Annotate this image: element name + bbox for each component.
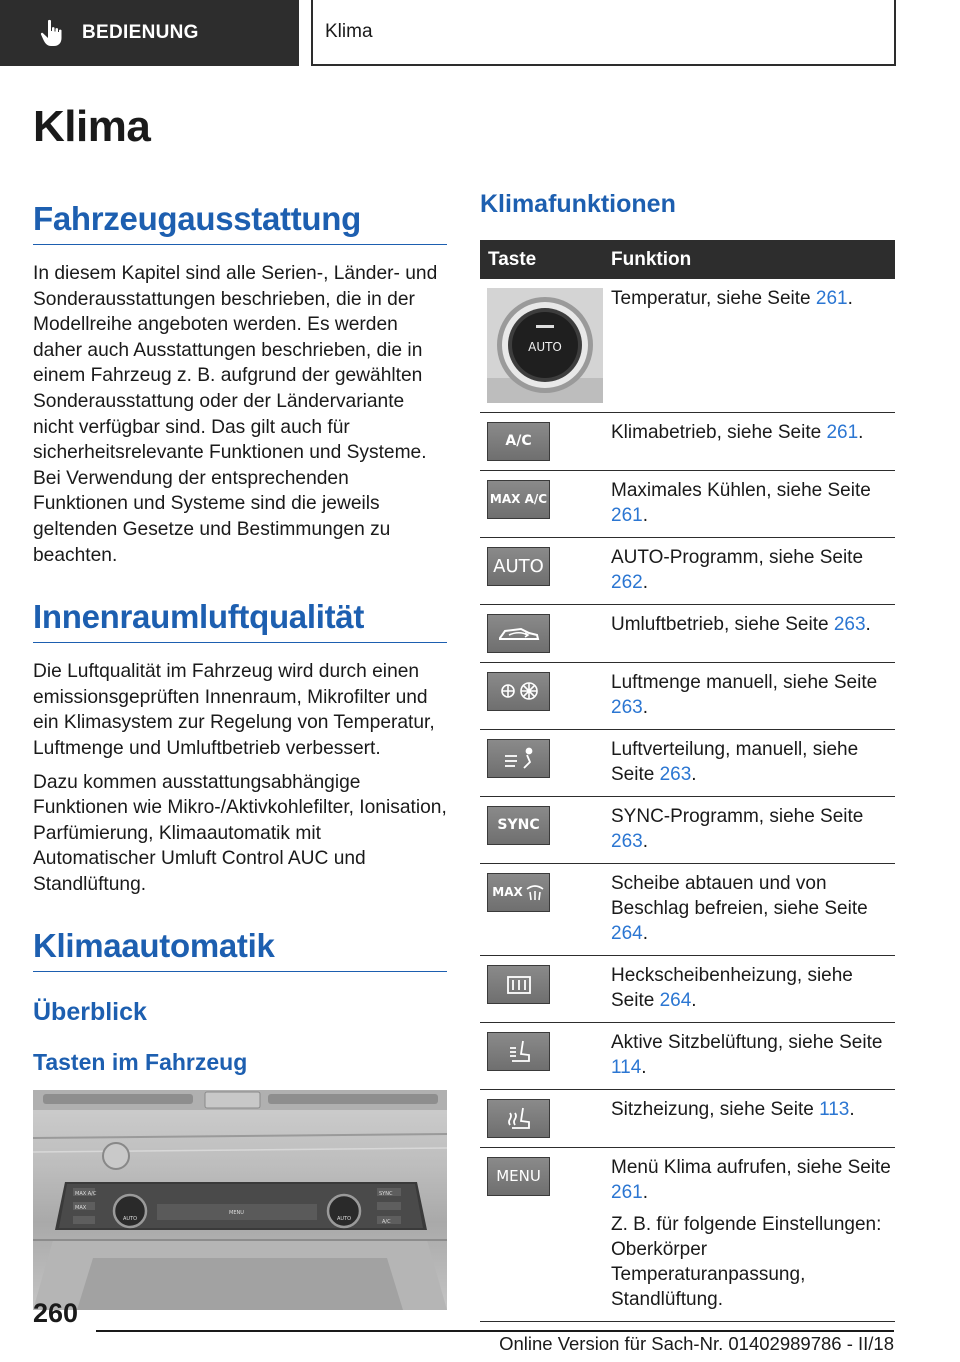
page-link[interactable]: 263 [659, 764, 692, 785]
function-text: Umluftbetrieb, siehe Seite 263. [608, 605, 895, 663]
seat-ventilation-key-icon [487, 1032, 550, 1071]
footer-online-version: Online Version für Sach-Nr. 01402989786 - II/18 [499, 1333, 894, 1354]
function-text: Aktive Sitzbelüftung, siehe Seite 114. [608, 1023, 895, 1090]
panel-label-auto-left: AUTO [123, 1216, 138, 1223]
paragraph-fahrzeugausstattung: In diesem Kapitel sind alle Serien-, Länder- und Sonderausstattungen beschrieben, die in der Modellreihe angeboten werden. Es werden daher auch Ausstattungen beschrieben, die in einem Fahrzeug z. B. aufgrund der gewählten Sonderausstattung oder der Ländervariante nicht verfügbar sind. Das gilt auch für sicherheitsrelevante Funktionen und Systeme. Bei Verwendung der entsprechenden Funktionen und Systeme sind die jeweils geltenden Gesetze und Bestimmungen zu beachten. [33, 263, 438, 566]
table-row [480, 797, 895, 864]
heading-fahrzeugausstattung: Fahrzeugausstattung [33, 200, 447, 245]
knob-label: AUTO [528, 340, 562, 354]
sync-key-icon: SYNC [487, 806, 550, 845]
page-link[interactable]: 261 [611, 1182, 643, 1203]
function-text: Scheibe abtauen und von Beschlag befreien, siehe Seite 264. [608, 864, 895, 956]
table-row [480, 471, 895, 538]
page-title: Klima [33, 102, 151, 151]
page-link[interactable]: 262 [611, 572, 643, 593]
chapter-box [311, 0, 896, 66]
menu-key-icon: MENU [487, 1157, 550, 1196]
right-column [480, 190, 895, 1322]
footer-divider [96, 1330, 894, 1332]
heading-tasten-im-fahrzeug: Tasten im Fahrzeug [33, 1049, 248, 1076]
table-row [480, 663, 895, 730]
panel-label-sync: SYNC [379, 1191, 393, 1198]
panel-label-auto-right: AUTO [337, 1216, 352, 1223]
climate-panel-photo [33, 1090, 447, 1310]
fan-speed-key-icon [487, 672, 550, 711]
function-text: Temperatur, siehe Seite 261. [608, 279, 895, 413]
left-column [33, 96, 447, 1310]
table-row [480, 279, 895, 413]
function-extra-text: Z. B. für folgende Einstellungen: Oberkörper Temperaturanpassung, Standlüftung. [611, 1214, 882, 1310]
table-row [480, 1023, 895, 1090]
table-row [480, 864, 895, 956]
column-header-taste: Taste [480, 240, 608, 279]
panel-label-menu: MENU [229, 1210, 244, 1217]
page-link[interactable]: 261 [815, 288, 848, 309]
table-row [480, 730, 895, 797]
section-label: BEDIENUNG [82, 22, 199, 43]
function-text: Luftmenge manuell, siehe Seite 263. [608, 663, 895, 730]
column-header-funktion: Funktion [608, 240, 895, 279]
ac-key-icon: A/C [487, 422, 550, 461]
function-text: Sitzheizung, siehe Seite 113. [608, 1090, 895, 1148]
function-text: Klimabetrieb, siehe Seite 261. [608, 413, 895, 471]
function-text: Heckscheibenheizung, siehe Seite 264. [608, 956, 895, 1023]
table-row [480, 1090, 895, 1148]
climate-panel-illustration [33, 1090, 447, 1310]
page-link[interactable]: 113 [819, 1099, 850, 1120]
function-text: AUTO-Programm, siehe Seite 262. [608, 538, 895, 605]
heading-ueberblick: Überblick [33, 998, 147, 1027]
seat-heating-key-icon [487, 1099, 550, 1138]
climate-functions-table [480, 240, 895, 1322]
page-link[interactable]: 261 [611, 505, 643, 526]
table-row [480, 605, 895, 663]
table-row [480, 413, 895, 471]
function-text: Maximales Kühlen, siehe Seite 261. [608, 471, 895, 538]
page-link[interactable]: 261 [826, 422, 859, 443]
panel-label-ac: A/C [382, 1219, 391, 1226]
section-tab [0, 0, 299, 66]
table-row [480, 538, 895, 605]
auto-key-icon: AUTO [487, 547, 550, 586]
paragraph-innenraum-2: Dazu kommen ausstattungsabhängige Funktionen wie Mikro-/Aktivkohlefilter, Ionisation, Parfümierung, Klimaautomatik mit Automatischer Umluft Control AUC und Standlüftung. [33, 771, 447, 895]
temperature-knob-icon [487, 288, 603, 403]
chapter-label: Klima [325, 21, 373, 42]
panel-label-max: MAX [75, 1205, 87, 1212]
page-link[interactable]: 264 [611, 923, 643, 944]
table-row [480, 1148, 895, 1322]
max-defrost-key-icon: MAX [487, 873, 550, 912]
page-link[interactable]: 263 [611, 831, 643, 852]
page-link[interactable]: 263 [833, 614, 866, 635]
air-distribution-key-icon [487, 739, 550, 778]
table-title: Klimafunktionen [480, 190, 676, 218]
panel-label-maxac: MAX A/C [75, 1191, 97, 1198]
table-row [480, 956, 895, 1023]
function-text: Luftverteilung, manuell, siehe Seite 263. [608, 730, 895, 797]
page-link[interactable]: 263 [611, 697, 643, 718]
page-number: 260 [33, 1298, 79, 1328]
heading-innenraumluftqualitaet: Innenraumluftqualität [33, 598, 447, 643]
hand-icon [40, 19, 64, 47]
paragraph-innenraum-1: Die Luftqualität im Fahrzeug wird durch einen emissionsgeprüften Innenraum, Mikrofilter und ein Klimasystem zur Regelung von Temperatur, Luftmenge und Umluftbetrieb verbessert. [33, 661, 435, 759]
function-text: Menü Klima aufrufen, siehe Seite 261. Z. B. für folgende Einstellungen: Oberkörper Temperaturanpassung, Standlüftung. [608, 1148, 895, 1322]
heading-klimaautomatik: Klimaautomatik [33, 927, 447, 972]
max-ac-key-icon: MAX A/C [487, 480, 550, 519]
recirculation-key-icon [487, 614, 550, 653]
page-link[interactable]: 114 [611, 1057, 642, 1078]
rear-defrost-key-icon [487, 965, 550, 1004]
page-link[interactable]: 264 [659, 990, 692, 1011]
function-text: SYNC-Programm, siehe Seite 263. [608, 797, 895, 864]
